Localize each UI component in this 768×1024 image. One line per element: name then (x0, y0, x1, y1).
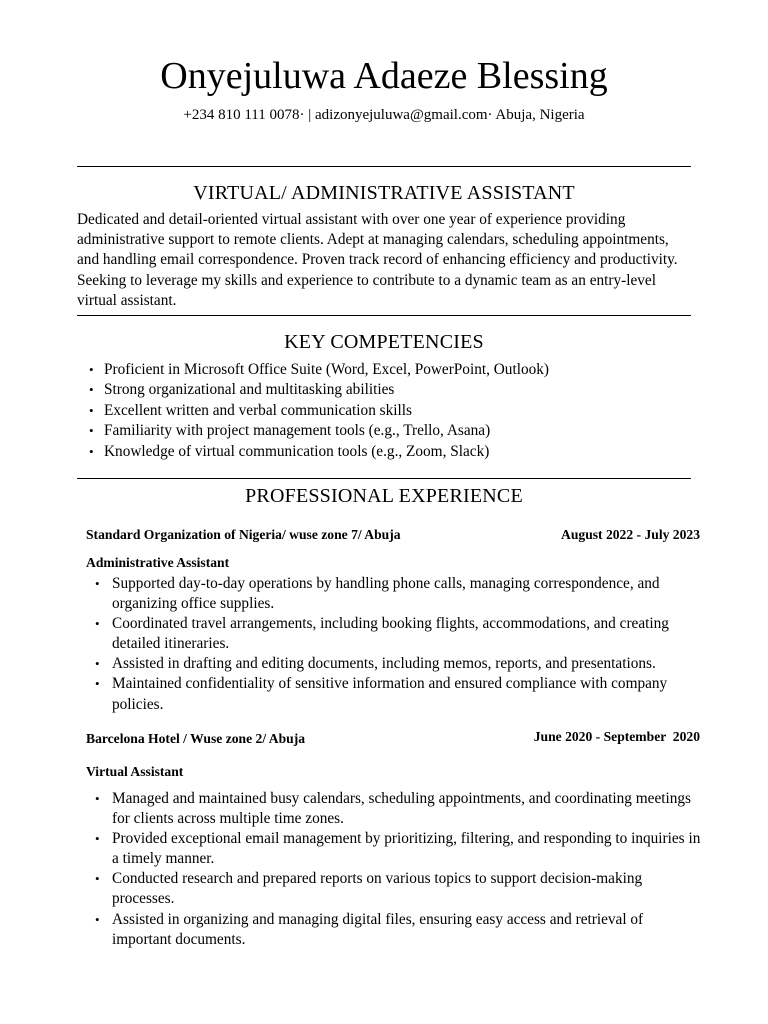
competencies-list (89, 360, 689, 462)
competency-item: • Proficient in Microsoft Office Suite (Word, Excel, PowerPoint, Outlook) (89, 360, 689, 380)
job-dates: June 2020 - September 2020 (533, 729, 700, 744)
job-duty: • Coordinated travel arrangements, including booking flights, accommodations, and creating detailed itineraries. (95, 614, 705, 654)
job-organization: Barcelona Hotel / Wuse zone 2/ Abuja (86, 731, 306, 746)
section-divider (77, 315, 691, 316)
job-role: Administrative Assistant (86, 555, 230, 570)
competencies-title: KEY COMPETENCIES (284, 331, 484, 353)
job-organization: Standard Organization of Nigeria/ wuse zone 7/ Abuja (86, 527, 401, 542)
job-dates: August 2022 - July 2023 (561, 527, 700, 542)
competency-item: • Strong organizational and multitasking abilities (89, 380, 689, 400)
job-duty: • Managed and maintained busy calendars, scheduling appointments, and coordinating meetings for clients across multiple time zones. (95, 789, 705, 829)
competency-item: • Familiarity with project management tools (e.g., Trello, Asana) (89, 421, 689, 441)
job-role: Virtual Assistant (86, 764, 184, 779)
competency-item: • Excellent written and verbal communication skills (89, 401, 689, 421)
job-duties-list (95, 574, 705, 715)
job-duty: • Assisted in drafting and editing documents, including memos, reports, and presentations. (95, 654, 705, 674)
job-duty: • Supported day-to-day operations by handling phone calls, managing correspondence, and organizing office supplies. (95, 574, 705, 614)
section-divider (77, 478, 691, 479)
job-duty: • Conducted research and prepared reports on various topics to support decision-making processes. (95, 869, 705, 909)
job-duty: • Assisted in organizing and managing digital files, ensuring easy access and retrieval of important documents. (95, 910, 705, 950)
candidate-name: Onyejuluwa Adaeze Blessing (160, 55, 608, 97)
experience-title: PROFESSIONAL EXPERIENCE (245, 485, 523, 507)
section-divider (77, 166, 691, 167)
summary-text: Dedicated and detail-oriented virtual assistant with over one year of experience providing administrative support to remote clients. Adept at managing calendars, scheduling appointments, and handling email correspondence. Proven track record of enhancing efficiency and productivity. Seeking to leverage my skills and experience to contribute to a dynamic team as an entry-level virtual assistant. (77, 211, 678, 309)
job-duties-list (95, 789, 705, 950)
job-duty: • Provided exceptional email management by prioritizing, filtering, and responding to inquiries in a timely manner. (95, 829, 705, 869)
job-duty: • Maintained confidentiality of sensitive information and ensured compliance with company policies. (95, 674, 705, 714)
summary-title: VIRTUAL/ ADMINISTRATIVE ASSISTANT (193, 182, 575, 204)
competency-item: • Knowledge of virtual communication tools (e.g., Zoom, Slack) (89, 442, 689, 462)
contact-line: +234 810 111 0078· | adizonyejuluwa@gmail.com· Abuja, Nigeria (183, 107, 585, 123)
